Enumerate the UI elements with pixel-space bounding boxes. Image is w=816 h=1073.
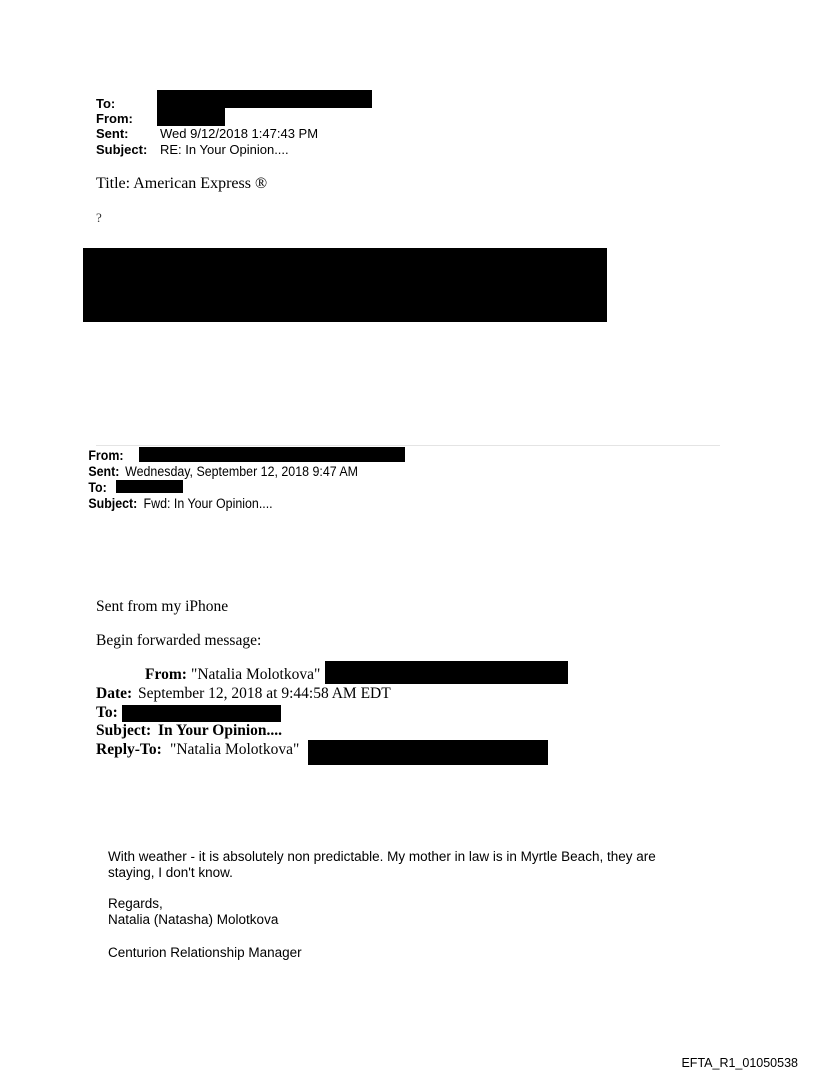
sent-value: Wed 9/12/2018 1:47:43 PM bbox=[160, 126, 319, 141]
fwd2-replyto-value: "Natalia Molotkova" bbox=[170, 741, 300, 758]
redaction-to-address bbox=[157, 90, 372, 108]
message-line-2: staying, I don't know. bbox=[108, 865, 233, 880]
from-label: From: bbox=[96, 111, 133, 126]
signature-title: Centurion Relationship Manager bbox=[108, 945, 302, 960]
fwd1-sent-value: Wednesday, September 12, 2018 9:47 AM bbox=[125, 464, 359, 479]
document-id: EFTA_R1_01050538 bbox=[681, 1056, 798, 1070]
fwd1-subject-label: Subject: bbox=[88, 496, 138, 511]
fwd2-to-label: To: bbox=[96, 704, 118, 721]
fwd2-from-label: From: bbox=[145, 666, 187, 683]
fwd1-subject-value: Fwd: In Your Opinion.... bbox=[143, 496, 273, 511]
fwd1-from-label: From: bbox=[88, 448, 124, 463]
divider-line bbox=[96, 445, 720, 446]
fwd2-subject-value: In Your Opinion.... bbox=[158, 722, 283, 739]
sent-label: Sent: bbox=[96, 126, 129, 141]
redaction-fwd1-to bbox=[116, 480, 183, 493]
regards: Regards, bbox=[108, 896, 163, 911]
to-label: To: bbox=[96, 96, 116, 111]
title-line: Title: American Express ® bbox=[96, 175, 268, 192]
fwd1-to-label: To: bbox=[88, 480, 107, 495]
begin-forwarded: Begin forwarded message: bbox=[96, 632, 262, 649]
redaction-block-large bbox=[83, 248, 607, 322]
redaction-fwd1-from bbox=[139, 447, 405, 462]
redaction-fwd2-to bbox=[122, 705, 281, 722]
redaction-fwd2-replyto bbox=[308, 740, 548, 765]
subject-value: RE: In Your Opinion.... bbox=[160, 142, 289, 157]
signature-name: Natalia (Natasha) Molotkova bbox=[108, 912, 279, 927]
sent-from-iphone: Sent from my iPhone bbox=[96, 598, 229, 615]
fwd2-from-value: "Natalia Molotkova" bbox=[191, 666, 321, 683]
fwd2-date-value: September 12, 2018 at 9:44:58 AM EDT bbox=[138, 685, 391, 702]
redaction-from-name bbox=[157, 108, 225, 126]
redaction-fwd2-from bbox=[325, 661, 568, 684]
message-line-1: With weather - it is absolutely non predictable. My mother in law is in Myrtle Beach, they are bbox=[108, 849, 656, 864]
subject-label: Subject: bbox=[96, 142, 148, 157]
fwd2-replyto-label: Reply-To: bbox=[96, 741, 162, 758]
question-mark: ? bbox=[96, 210, 102, 225]
fwd1-sent-label: Sent: bbox=[88, 464, 120, 479]
fwd2-date-label: Date: bbox=[96, 685, 133, 702]
fwd2-subject-label: Subject: bbox=[96, 722, 152, 739]
